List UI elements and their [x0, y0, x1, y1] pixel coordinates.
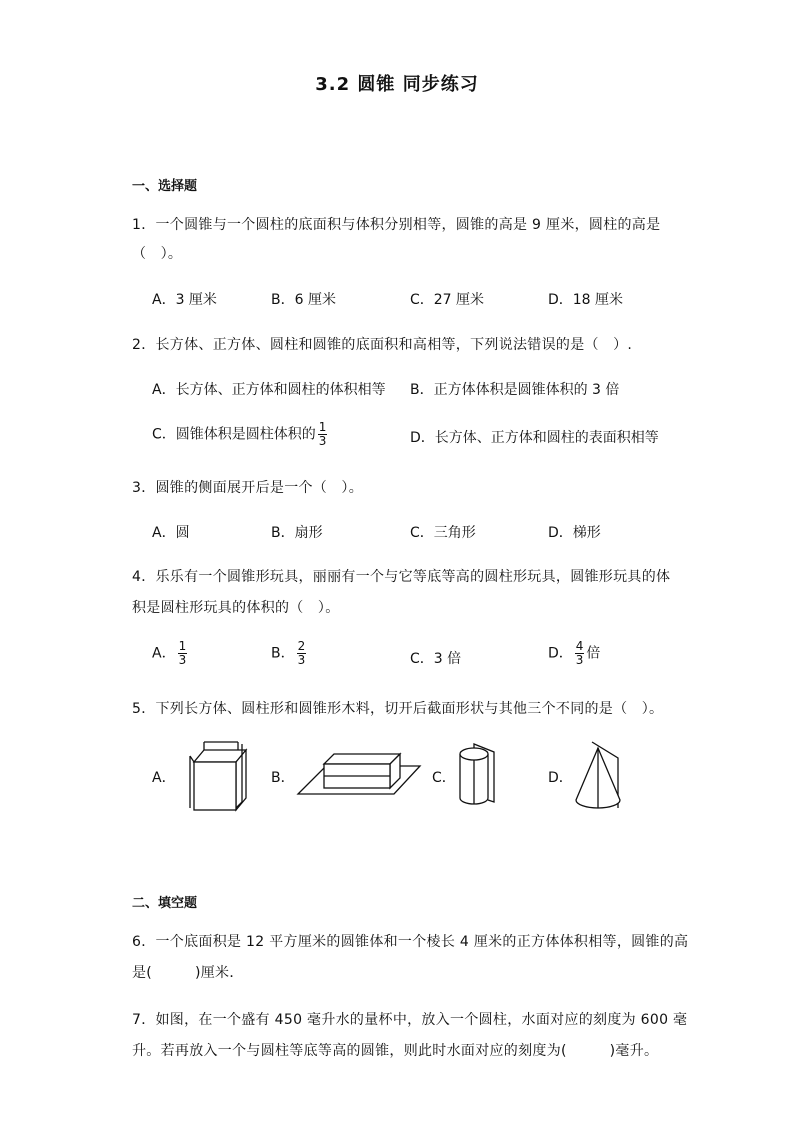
question-1-option-c[interactable]: C．27 厘米	[410, 292, 485, 308]
cone-cut-figure[interactable]	[568, 738, 634, 814]
question-4-option-c[interactable]: C．3 倍	[410, 651, 462, 667]
question-5-option-a-label[interactable]: A．	[152, 770, 176, 786]
question-6-blank[interactable]: 是( )厘米．	[132, 965, 244, 981]
question-5-option-b-label[interactable]: B．	[271, 770, 295, 786]
question-5-option-c-label[interactable]: C．	[432, 770, 456, 786]
question-2-option-d[interactable]: D．长方体、正方体和圆柱的表面积相等	[410, 430, 659, 446]
question-1-option-a[interactable]: A．3 厘米	[152, 292, 217, 308]
question-4-text: 4．乐乐有一个圆锥形玩具，丽丽有一个与它等底等高的圆柱形玩具，圆锥形玩具的体	[132, 569, 671, 585]
cuboid-horizontal-cut-figure[interactable]	[290, 748, 424, 804]
fraction-one-third: $\frac{1}{3}$	[318, 420, 327, 448]
question-2-option-c[interactable]	[152, 421, 329, 448]
fraction-two-thirds: $\frac{2}{3}$	[297, 639, 306, 667]
question-3-option-c[interactable]: C．三角形	[410, 525, 476, 541]
question-4-option-a[interactable]: A． $\frac{1}{3}$	[152, 639, 187, 667]
section-heading-fill-in: 二、填空题	[132, 896, 198, 911]
question-6-text: 6．一个底面积是 12 平方厘米的圆锥体和一个棱长 4 厘米的正方体体积相等，圆锥的高	[132, 934, 689, 950]
question-3-option-a[interactable]: A．圆	[152, 525, 190, 541]
question-2-option-a[interactable]: A．长方体、正方体和圆柱的体积相等	[152, 382, 386, 398]
cylinder-cut-figure[interactable]	[452, 740, 500, 810]
question-5-option-d-label[interactable]: D．	[548, 770, 573, 786]
question-7-text: 7．如图，在一个盛有 450 毫升水的量杯中，放入一个圆柱，水面对应的刻度为 600 毫	[132, 1012, 688, 1028]
question-7-blank[interactable]: 升。若再放入一个与圆柱等底等高的圆锥，则此时水面对应的刻度为( )毫升。	[132, 1043, 659, 1059]
question-5-text: 5．下列长方体、圆柱形和圆锥形木料，切开后截面形状与其他三个不同的是（ ）。	[132, 701, 664, 717]
question-1-blank: （ ）。	[132, 246, 183, 262]
question-1-text: 1．一个圆锥与一个圆柱的底面积与体积分别相等，圆锥的高是 9 厘米，圆柱的高是	[132, 217, 661, 233]
question-4-option-d[interactable]: D． $\frac{4}{3}$ 倍	[548, 639, 601, 667]
question-1-option-b[interactable]: B．6 厘米	[271, 292, 336, 308]
question-4-option-b[interactable]: B． $\frac{2}{3}$	[271, 639, 306, 667]
question-3-text: 3．圆锥的侧面展开后是一个（ ）。	[132, 480, 364, 496]
page-title: 3.2 圆锥 同步练习	[315, 74, 479, 95]
question-1-option-d[interactable]: D．18 厘米	[548, 292, 624, 308]
cuboid-vertical-cut-figure[interactable]	[180, 740, 252, 812]
fraction-four-thirds: $\frac{4}{3}$	[575, 639, 584, 667]
fraction-one-third: $\frac{1}{3}$	[178, 639, 187, 667]
question-2-option-b[interactable]: B．正方体体积是圆锥体积的 3 倍	[410, 382, 620, 398]
question-3-option-b[interactable]: B．扇形	[271, 525, 323, 541]
question-2-text: 2．长方体、正方体、圆柱和圆锥的底面积和高相等，下列说法错误的是（ ）.	[132, 337, 633, 353]
question-2-option-c-text: C．圆锥体积是圆柱体积的	[152, 426, 316, 443]
question-3-option-d[interactable]: D．梯形	[548, 525, 601, 541]
section-heading-choice: 一、选择题	[132, 179, 198, 194]
question-4-text-line2: 积是圆柱形玩具的体积的（ ）。	[132, 600, 340, 616]
